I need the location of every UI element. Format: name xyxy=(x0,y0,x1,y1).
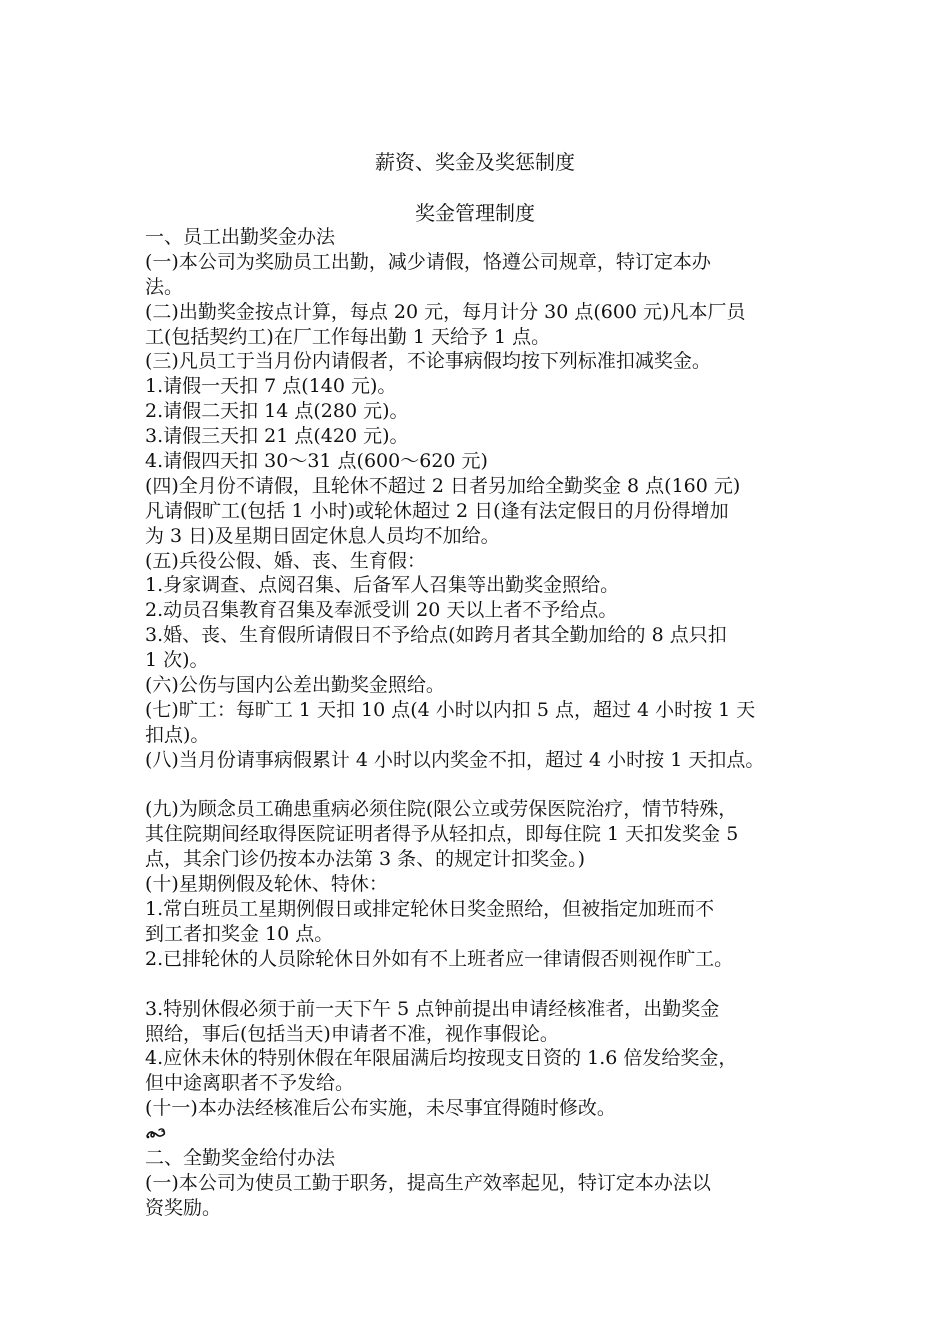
paragraph-line: (四)全月份不请假，且轮休不超过 2 日者另加给全勤奖金 8 点(160 元) xyxy=(145,474,741,497)
list-item: 到工者扣奖金 10 点。 xyxy=(145,922,334,945)
paragraph-line: (八)当月份请事病假累计 4 小时以内奖金不扣，超过 4 小时按 1 天扣点。 xyxy=(145,748,765,771)
paragraph-line: 点，其余门诊仍按本办法第 3 条、的规定计扣奖金。) xyxy=(145,848,586,871)
section-heading: 二、全勤奖金给付办法 xyxy=(145,1146,336,1169)
paragraph-line: (一)本公司为使员工勤于职务，提高生产效率起见，特订定本办法以 xyxy=(145,1171,711,1194)
list-item: 3.请假三天扣 21 点(420 元)。 xyxy=(145,425,409,448)
paragraph-line: (三)凡员工于当月份内请假者，不论事病假均按下列标准扣减奖金。 xyxy=(145,350,711,373)
paragraph-line: (六)公伤与国内公差出勤奖金照给。 xyxy=(145,674,445,697)
paragraph-line: 为 3 日)及星期日固定休息人员均不加给。 xyxy=(145,524,500,547)
list-item: 3.婚、丧、生育假所请假日不予给点(如跨月者其全勤加给的 8 点只扣 xyxy=(145,624,727,647)
list-item: 1.请假一天扣 7 点(140 元)。 xyxy=(145,375,397,398)
blank-line xyxy=(145,972,835,997)
paragraph-line: (十)星期例假及轮休、特休： xyxy=(145,873,388,896)
paragraph-line: 工(包括契约工)在厂工作每出勤 1 天给予 1 点。 xyxy=(145,325,551,348)
list-item: 照给，事后(包括当天)申请者不准，视作事假论。 xyxy=(145,1022,559,1045)
scroll-ornament-icon xyxy=(145,1121,835,1146)
list-item: 1 次)。 xyxy=(145,649,209,672)
paragraph-line: (七)旷工：每旷工 1 天扣 10 点(4 小时以内扣 5 点，超过 4 小时按 1 天 xyxy=(145,698,756,721)
list-item: 3.特别休假必须于前一天下午 5 点钟前提出申请经核准者，出勤奖金 xyxy=(145,997,720,1020)
paragraph-line: 法。 xyxy=(145,275,184,298)
list-item: 1.身家调查、点阅召集、后备军人召集等出勤奖金照给。 xyxy=(145,574,620,597)
paragraph-line: 资奖励。 xyxy=(145,1196,222,1219)
blank-line xyxy=(145,773,835,798)
paragraph-line: (五)兵役公假、婚、丧、生育假： xyxy=(145,549,426,572)
list-item: 4.应休未休的特别休假在年限届满后均按现支日资的 1.6 倍发给奖金， xyxy=(145,1047,738,1070)
list-item: 2.已排轮休的人员除轮休日外如有不上班者应一律请假否则视作旷工。 xyxy=(145,947,734,970)
paragraph-line: 扣点)。 xyxy=(145,723,210,746)
paragraph-line: (二)出勤奖金按点计算，每点 20 元，每月计分 30 点(600 元)凡本厂员 xyxy=(145,300,746,323)
list-item: 2.请假二天扣 14 点(280 元)。 xyxy=(145,400,409,423)
document-title: 薪资、奖金及奖惩制度 xyxy=(375,150,575,174)
section-heading: 一、员工出勤奖金办法 xyxy=(145,226,336,248)
paragraph-line: (一)本公司为奖励员工出勤，减少请假，恪遵公司规章，特订定本办 xyxy=(145,250,711,273)
list-item: 但中途离职者不予发给。 xyxy=(145,1072,355,1095)
paragraph-line: 其住院期间经取得医院证明者得予从轻扣点，即每住院 1 天扣发奖金 5 xyxy=(145,823,739,846)
paragraph-line: (十一)本办法经核准后公布实施，未尽事宜得随时修改。 xyxy=(145,1097,616,1120)
paragraph-line: (九)为顾念员工确患重病必须住院(限公立或劳保医院治疗，情节特殊， xyxy=(145,798,738,821)
list-item: 1.常白班员工星期例假日或排定轮休日奖金照给，但被指定加班而不 xyxy=(145,898,715,921)
list-item: 4.请假四天扣 30～31 点(600～620 元) xyxy=(145,450,488,473)
list-item: 2.动员召集教育召集及奉派受训 20 天以上者不予给点。 xyxy=(145,599,618,622)
document-body xyxy=(145,225,835,1221)
paragraph-line: 凡请假旷工(包括 1 小时)或轮休超过 2 日(逢有法定假日的月份得增加 xyxy=(145,499,729,522)
document-subtitle: 奖金管理制度 xyxy=(415,201,535,225)
